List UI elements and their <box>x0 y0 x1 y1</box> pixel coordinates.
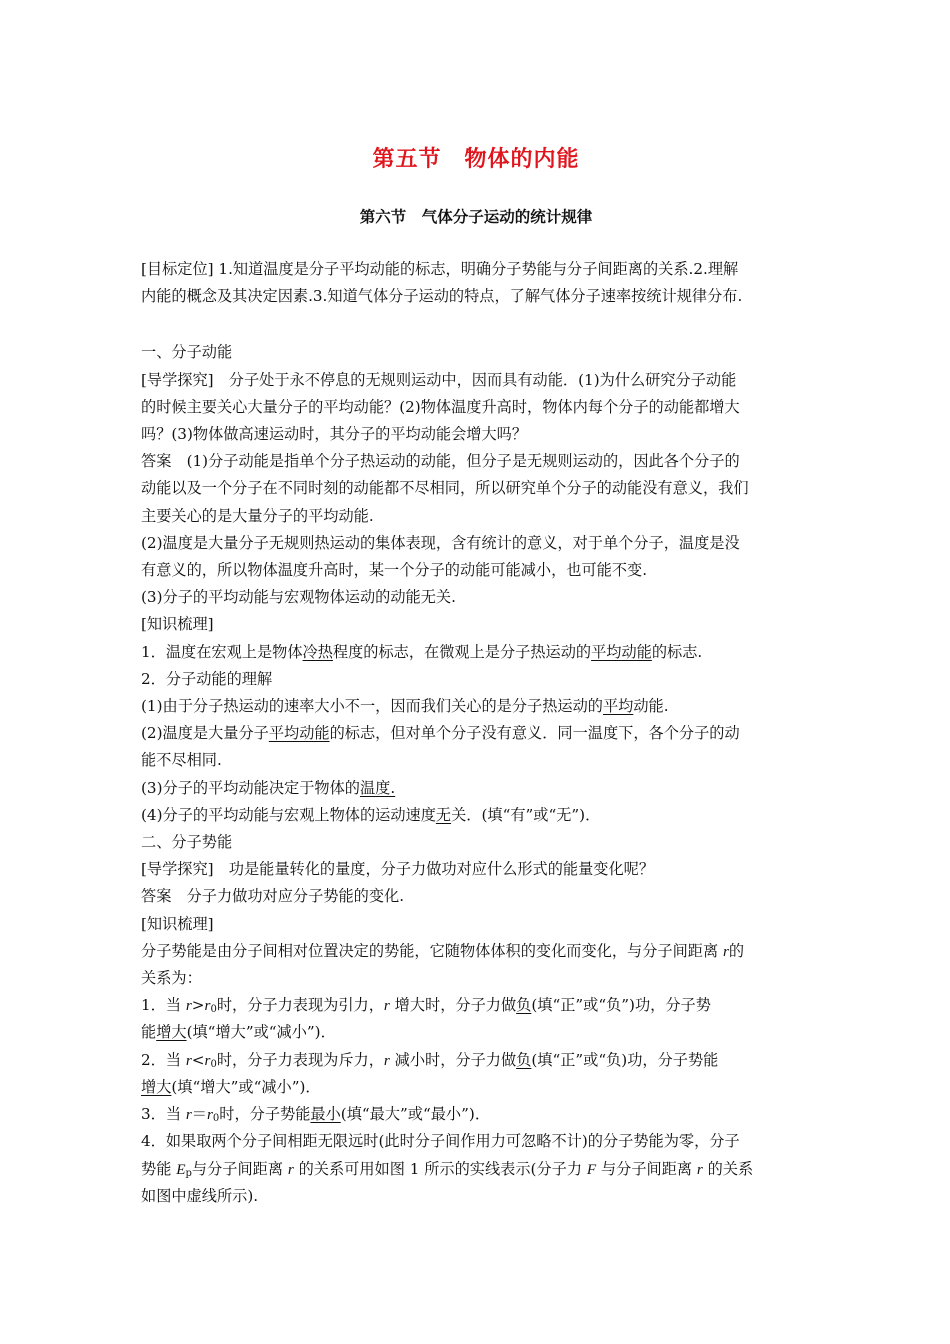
knowledge-item: 如图中虚线所示). <box>141 1186 259 1205</box>
knowledge-item: 能不尽相同. <box>141 751 222 770</box>
knowledge-item: 3．当 $r=r_0$时，分子势能最小(填“最大”或“最小”)． <box>141 1105 491 1125</box>
knowledge-item: 2．当 $r<r_0$时，分子力表现为斥力，r 减小时，分子力做负(填“正”或“负)功，分子势能 <box>141 1050 719 1070</box>
knowledge-item: 增大(填“增大”或“减小”)． <box>141 1077 321 1096</box>
answer-line: (3)分子的平均动能与宏观物体运动的动能无关. <box>141 588 456 607</box>
answer-line: 主要关心的是大量分子的平均动能. <box>141 506 374 525</box>
explore-line: 的时候主要关心大量分子的平均动能？(2)物体温度升高时，物体内每个分子的动能都增大 <box>141 397 740 416</box>
knowledge-item: 能增大(填“增大”或“减小”)． <box>141 1023 336 1042</box>
page-title: 第五节 物体的内能 <box>372 147 580 172</box>
goal-line: [目标定位] 1.知道温度是分子平均动能的标志，明确分子势能与分子间距离的关系.2.理解 <box>141 260 739 278</box>
answer-line: 答案 (1)分子动能是指单个分子热运动的动能，但分子是无规则运动的，因此各个分子的 <box>141 452 740 471</box>
knowledge-item: 2．分子动能的理解 <box>141 669 273 688</box>
explore-line: 吗？(3)物体做高速运动时，其分子的平均动能会增大吗？ <box>141 425 528 444</box>
knowledge-item: (2)温度是大量分子平均动能的标志，但对单个分子没有意义．同一温度下，各个分子的动 <box>141 724 740 743</box>
explore-line: [导学探究] 分子处于永不停息的无规则运动中，因而具有动能．(1)为什么研究分子动能 <box>141 370 737 389</box>
page-subtitle: 第六节 气体分子运动的统计规律 <box>359 208 593 226</box>
answer-line: 有意义的，所以物体温度升高时，某一个分子的动能可能减小，也可能不变. <box>141 561 648 580</box>
knowledge-item: 势能 $E_p$与分子间距离 r 的关系可用如图 1 所示的实线表示(分子力 F 与分子间距离 r 的关系 <box>141 1159 754 1179</box>
explore-line: [导学探究] 功是能量转化的量度，分子力做功对应什么形式的能量变化呢？ <box>141 860 655 879</box>
knowledge-item: (1)由于分子热运动的速率大小不一，因而我们关心的是分子热运动的平均动能. <box>141 697 669 716</box>
knowledge-label: [知识梳理] <box>141 914 214 933</box>
knowledge-item: (4)分子的平均动能与宏观上物体的运动速度无关．(填“有”或“无”)． <box>141 805 601 824</box>
section-heading: 一、分子动能 <box>141 343 233 362</box>
goal-line: 内能的概念及其决定因素.3.知道气体分子运动的特点，了解气体分子速率按统计规律分布. <box>141 287 743 306</box>
answer-line: 动能以及一个分子在不同时刻的动能都不尽相同，所以研究单个分子的动能没有意义，我们 <box>141 479 749 498</box>
knowledge-item: 分子势能是由分子间相对位置决定的势能，它随物体体积的变化而变化，与分子间距离 r的 <box>141 941 745 960</box>
knowledge-item: 关系为： <box>141 969 202 988</box>
answer-line: (2)温度是大量分子无规则热运动的集体表现，含有统计的意义，对于单个分子，温度是没 <box>141 533 740 552</box>
knowledge-item: 4．如果取两个分子间相距无限远时(此时分子间作用力可忽略不计)的分子势能为零，分子 <box>141 1132 740 1151</box>
knowledge-item: 1．温度在宏观上是物体冷热程度的标志，在微观上是分子热运动的平均动能的标志. <box>141 642 703 661</box>
knowledge-item: (3)分子的平均动能决定于物体的温度. <box>141 778 396 797</box>
answer-line: 答案 分子力做功对应分子势能的变化. <box>141 887 405 906</box>
knowledge-label: [知识梳理] <box>141 615 214 634</box>
knowledge-item: 1．当 $r>r_0$时，分子力表现为引力，r 增大时，分子力做负(填“正”或“负”)功，分子势 <box>141 996 711 1016</box>
document-body <box>141 256 811 1210</box>
section-heading: 二、分子势能 <box>141 833 233 852</box>
